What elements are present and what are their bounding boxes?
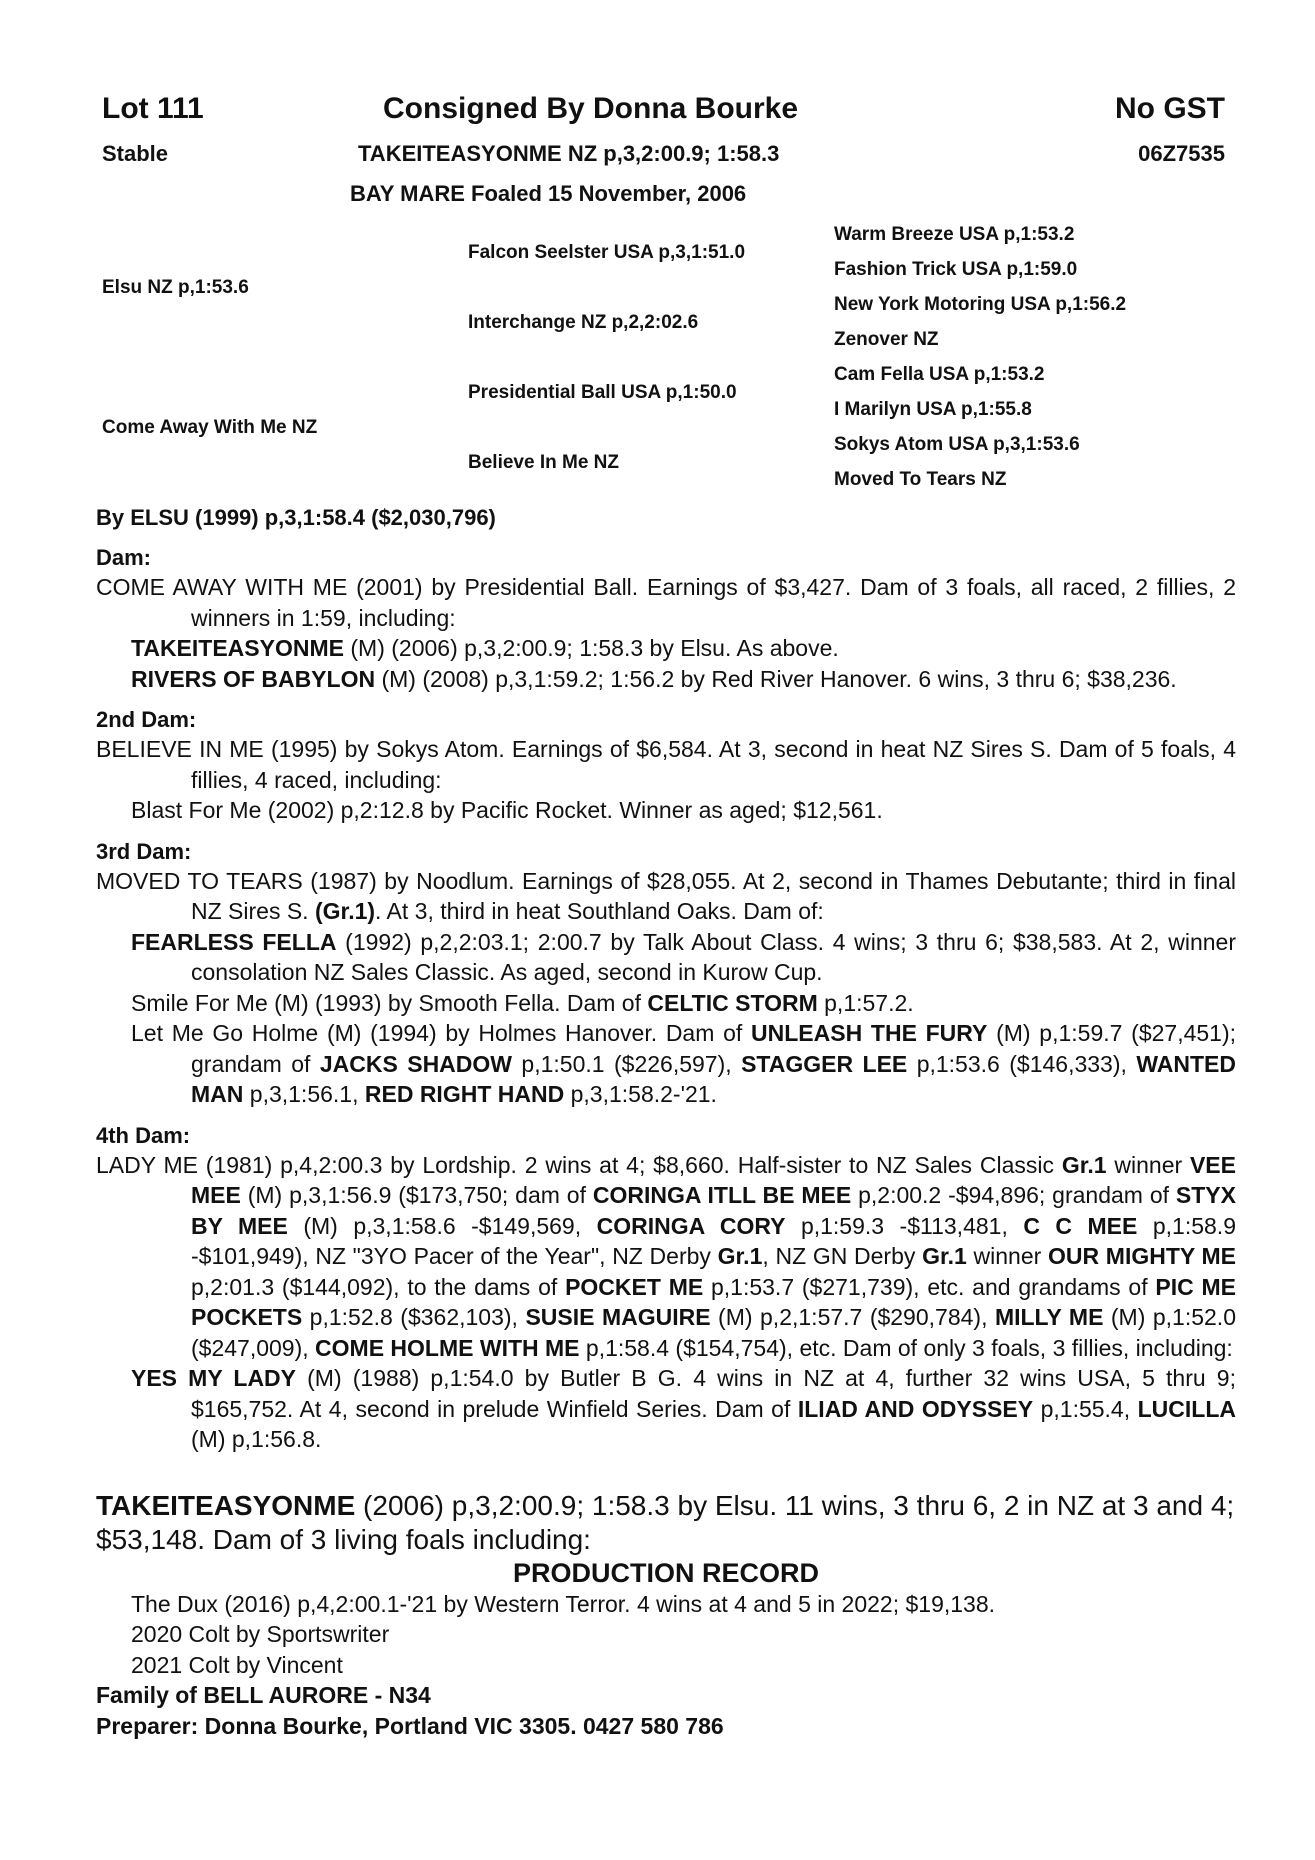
progeny-name: PIC ME POCKETS xyxy=(191,1273,1237,1330)
progeny-name: OUR MIGHTY ME xyxy=(1047,1243,1237,1269)
dam4-text: p,1:58.4 ($154,754), etc. Dam of only 3 foals, 3 fillies, including: xyxy=(579,1334,1233,1361)
offspring-entry xyxy=(96,988,1236,1019)
offspring-entry xyxy=(96,633,1236,664)
progeny-name: SUSIE MAGUIRE xyxy=(525,1304,711,1330)
dam4-text: (M) p,3,1:58.6 -$149,569, xyxy=(287,1212,597,1239)
horse-description: BAY MARE Foaled 15 November, 2006 xyxy=(350,181,747,206)
dam4-text: (M) p,3,1:56.9 ($173,750; dam of xyxy=(240,1182,593,1208)
horse-name: TAKEITEASYONME NZ p,3,2:00.9; 1:58.3 xyxy=(358,141,780,166)
progeny-name: WANTED MAN xyxy=(191,1050,1237,1107)
offspring-details: p,1:55.4, xyxy=(1033,1395,1138,1422)
pedigree-grandparent: Falcon Seelster USA p,3,1:51.0 xyxy=(468,242,746,263)
dam4-text: p,1:52.8 ($362,103), xyxy=(302,1304,526,1330)
dam3-text: MOVED TO TEARS (1987) by Noodlum. Earnings of $28,055. At 2, second in Thames Debutante; third in final NZ Sires S. xyxy=(96,867,1236,924)
pedigree-great-grandparent: Warm Breeze USA p,1:53.2 xyxy=(834,224,1075,245)
offspring-name: FEARLESS FELLA xyxy=(131,928,337,955)
progeny-name: COME HOLME WITH ME xyxy=(315,1334,580,1361)
pedigree-great-grandparent: Fashion Trick USA p,1:59.0 xyxy=(834,259,1078,280)
offspring-details: p,3,1:56.1, xyxy=(243,1081,365,1107)
offspring-details: (M) (2006) p,3,2:00.9; 1:58.3 by Elsu. As above. xyxy=(343,635,839,661)
lot-number: Lot 111 xyxy=(102,92,204,125)
dam4-text: LADY ME (1981) p,4,2:00.3 by Lordship. 2 wins at 4; $8,660. Half-sister to NZ Sales Classic xyxy=(96,1151,1062,1178)
gst-status: No GST xyxy=(1115,92,1225,125)
dam4-text: p,1:58.9 -$101,949), NZ "3YO Pacer of the Year", NZ Derby xyxy=(191,1212,1236,1269)
dam4-text: (M) p,1:52.0 ($247,009), xyxy=(191,1304,1236,1361)
progeny-name: LUCILLA xyxy=(1137,1395,1236,1422)
dam4-text: p,1:59.3 -$113,481, xyxy=(785,1212,1024,1239)
progeny-name: CELTIC STORM xyxy=(647,989,818,1016)
offspring-details: Smile For Me (M) (1993) by Smooth Fella. Dam of xyxy=(131,989,648,1016)
dam4-text: p,1:53.7 ($271,739), etc. and grandams of xyxy=(703,1273,1156,1300)
grade-label: (Gr.1) xyxy=(314,898,376,924)
lot-summary-text: (2006) p,3,2:00.9; 1:58.3 by Elsu. 11 wins, 3 thru 6, 2 in NZ at 3 and 4; $53,148. Dam of 3 living foals including: xyxy=(96,1489,1235,1555)
grade-label: Gr.1 xyxy=(922,1243,967,1269)
lot-summary xyxy=(96,1489,1236,1557)
preparer-line: Preparer: Donna Bourke, Portland VIC 3305. 0427 580 786 xyxy=(96,1713,724,1739)
catalogue-body xyxy=(96,504,1236,1742)
offspring-entry xyxy=(96,1363,1236,1455)
consignor-title: Consigned By Donna Bourke xyxy=(383,92,799,125)
progeny-name: STYX BY MEE xyxy=(191,1182,1236,1239)
stable-label: Stable xyxy=(102,141,169,166)
dam3-text: . At 3, third in heat Southland Oaks. Dam of: xyxy=(375,898,824,924)
progeny-name: POCKET ME xyxy=(565,1273,704,1300)
offspring-details: Let Me Go Holme (M) (1994) by Holmes Hanover. Dam of xyxy=(131,1020,752,1046)
grade-label: Gr.1 xyxy=(717,1243,763,1269)
offspring-entry xyxy=(96,927,1236,988)
pedigree-sire: Elsu NZ p,1:53.6 xyxy=(102,277,249,298)
offspring-details: (1992) p,2,2:03.1; 2:00.7 by Talk About Class. 4 wins; 3 thru 6; $38,583. At 2, winner consolation NZ Sales Classic. As aged, second in Kurow Cup. xyxy=(191,928,1236,985)
offspring-details: p,3,1:58.2-'21. xyxy=(564,1081,717,1107)
offspring-name: YES MY LADY xyxy=(131,1365,296,1391)
pedigree-great-grandparent: I Marilyn USA p,1:55.8 xyxy=(834,399,1032,420)
by-line: By ELSU (1999) p,3,1:58.4 ($2,030,796) xyxy=(96,505,496,530)
pedigree-grandparent: Interchange NZ p,2,2:02.6 xyxy=(468,312,699,333)
section-title-2nd-dam: 2nd Dam: xyxy=(96,707,197,732)
horse-code: 06Z7535 xyxy=(1138,141,1225,166)
offspring-details: (M) p,1:56.8. xyxy=(191,1426,322,1452)
pedigree-great-grandparent: Moved To Tears NZ xyxy=(834,469,1007,490)
dam4-text: (M) p,2,1:57.7 ($290,784), xyxy=(710,1304,995,1330)
pedigree-great-grandparent: New York Motoring USA p,1:56.2 xyxy=(834,294,1127,315)
section-title-3rd-dam: 3rd Dam: xyxy=(96,838,192,864)
dam4-paragraph xyxy=(96,1150,1236,1364)
dam4-text: , NZ GN Derby xyxy=(762,1243,923,1269)
progeny-name: VEE MEE xyxy=(191,1151,1236,1208)
progeny-name: CORINGA ITLL BE MEE xyxy=(592,1182,852,1208)
pedigree-great-grandparent: Sokys Atom USA p,3,1:53.6 xyxy=(834,434,1080,455)
pedigree-great-grandparent: Cam Fella USA p,1:53.2 xyxy=(834,364,1045,385)
offspring-entry xyxy=(96,1018,1236,1110)
offspring-entry xyxy=(96,664,1236,695)
pedigree-dam: Come Away With Me NZ xyxy=(102,417,318,438)
production-entry: 2020 Colt by Sportswriter xyxy=(131,1621,390,1647)
pedigree-grandparent: Believe In Me NZ xyxy=(468,452,619,473)
pedigree-great-grandparent: Zenover NZ xyxy=(834,329,939,350)
progeny-name: UNLEASH THE FURY xyxy=(751,1020,988,1046)
production-record-title: PRODUCTION RECORD xyxy=(512,1557,819,1588)
offspring-entry: Blast For Me (2002) p,2:12.8 by Pacific Rocket. Winner as aged; $12,561. xyxy=(131,797,883,823)
progeny-name: C C MEE xyxy=(1023,1212,1138,1239)
offspring-details: (M) (2008) p,3,1:59.2; 1:56.2 by Red River Hanover. 6 wins, 3 thru 6; $38,236. xyxy=(375,665,1177,692)
offspring-details: p,1:57.2. xyxy=(817,989,914,1016)
offspring-details: p,1:50.1 ($226,597), xyxy=(512,1050,742,1077)
dam2-paragraph: BELIEVE IN ME (1995) by Sokys Atom. Earnings of $6,584. At 3, second in heat NZ Sires S. Dam of 5 foals, 4 fillies, 4 raced, including: xyxy=(96,736,1236,793)
offspring-details: (M) (1988) p,1:54.0 by Butler B G. 4 wins in NZ at 4, further 32 wins USA, 5 thru 9; $165,752. At 4, second in prelude Winfield Series. Dam of xyxy=(191,1365,1236,1422)
production-entry: The Dux (2016) p,4,2:00.1-'21 by Western Terror. 4 wins at 4 and 5 in 2022; $19,138. xyxy=(131,1590,996,1617)
section-title-4th-dam: 4th Dam: xyxy=(96,1122,191,1148)
progeny-name: JACKS SHADOW xyxy=(319,1050,512,1077)
dam4-text: p,2:00.2 -$94,896; grandam of xyxy=(851,1182,1176,1208)
dam4-text: winner xyxy=(1106,1151,1190,1178)
section-title-dam: Dam: xyxy=(96,545,152,570)
offspring-details: p,1:53.6 ($146,333), xyxy=(907,1050,1137,1077)
pedigree-grandparent: Presidential Ball USA p,1:50.0 xyxy=(468,382,737,403)
dam4-text: p,2:01.3 ($144,092), to the dams of xyxy=(191,1273,566,1300)
dam-paragraph: COME AWAY WITH ME (2001) by Presidential Ball. Earnings of $3,427. Dam of 3 foals, all raced, 2 fillies, 2 winners in 1:59, including: xyxy=(96,574,1236,631)
progeny-name: MILLY ME xyxy=(994,1304,1104,1330)
progeny-name: RED RIGHT HAND xyxy=(364,1081,565,1107)
progeny-name: ILIAD AND ODYSSEY xyxy=(797,1395,1034,1422)
offspring-name: RIVERS OF BABYLON xyxy=(131,665,376,692)
offspring-name: TAKEITEASYONME xyxy=(131,635,344,661)
progeny-name: STAGGER LEE xyxy=(741,1050,908,1077)
grade-label: Gr.1 xyxy=(1061,1151,1107,1178)
family-line: Family of BELL AURORE - N34 xyxy=(96,1682,431,1708)
production-entry: 2021 Colt by Vincent xyxy=(131,1651,343,1678)
dam4-text: winner xyxy=(966,1243,1048,1269)
dam3-paragraph xyxy=(96,866,1236,927)
lot-summary-name: TAKEITEASYONME xyxy=(96,1489,356,1521)
offspring-details: (M) p,1:59.7 ($27,451); grandam of xyxy=(191,1020,1237,1077)
progeny-name: CORINGA CORY xyxy=(596,1212,786,1239)
